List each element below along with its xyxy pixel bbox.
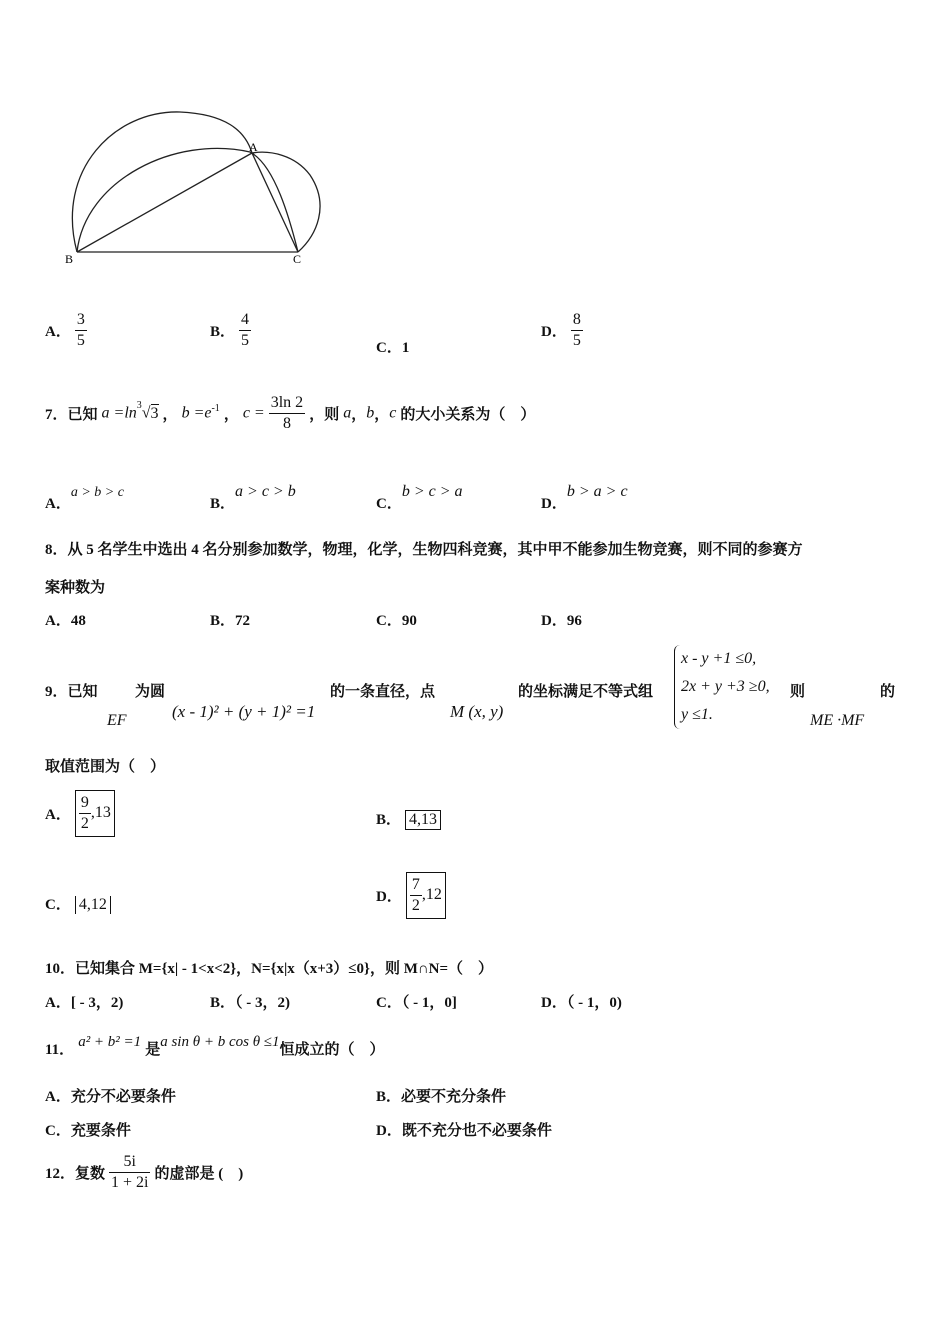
q6-option-c[interactable]: C．1 [376,340,410,356]
q6-d-fraction: $\frac{8}{5}$ [572,311,581,349]
q8-option-a[interactable]: A．48 [45,613,86,629]
label-c: C [293,252,302,266]
q6-b-label: B． [210,324,236,340]
q7-option-a[interactable]: A．a > b > c [45,485,124,512]
line-ab [77,153,252,252]
small-arc-ac [252,152,320,252]
q9-option-a[interactable]: A． $\frac{9}{2}$ ,13 [45,790,115,837]
q6-d-label: D． [541,324,567,340]
q11-stem: 11． a² + b² =1 是a sin θ + b cos θ ≤1恒成立的（ ） [45,1034,385,1058]
q6-a-label: A． [45,324,71,340]
q6-option-b[interactable] [210,310,251,351]
q7-stem: 7．已知 $a =\ln^3√3$ ， $b =e^{-1}$ ， c = $\frac{3\ln 2}{8}$ ，则 a，b，c 的大小关系为（ ） [45,394,536,432]
q9-t1: 9．已知 [45,684,98,700]
q9-t6: 的 [880,684,896,700]
q7-option-b[interactable]: B．a > c > b [210,483,296,512]
q6-a-fraction: $\frac{3}{5}$ [76,311,85,349]
line-ac [252,153,298,252]
q8-option-c[interactable]: C．90 [376,613,417,629]
q9-ineq-1: x - y +1 ≤0, [681,650,757,667]
q9-dot-product: ME ·MF [810,712,865,729]
q10-option-b[interactable]: B．（ - 3，2) [210,995,290,1011]
q6-b-fraction: $\frac{4}{5}$ [241,311,250,349]
q11-option-c[interactable]: C．充要条件 [45,1123,131,1139]
q10-option-c[interactable]: C．（ - 1，0] [376,995,457,1011]
q9-t3: 的一条直径，点 [330,684,436,700]
q9-circle-eq: (x - 1)² + (y + 1)² =1 [172,702,316,721]
q8-stem-line1: 8．从 5 名学生中选出 4 名分别参加数学，物理，化学，生物四科竞赛，其中甲不能参加生物竞赛，则不同的参赛方 [45,542,803,558]
q9-ineq-3: y ≤1. [681,706,713,723]
q9-point: M (x, y) [450,702,504,721]
label-a: A [249,140,258,154]
q10-option-d[interactable]: D．（ - 1，0) [541,995,622,1011]
q9-t4: 的坐标满足不等式组 [518,684,654,700]
q10-stem: 10．已知集合 M={x| - 1<x<2}，N={x|x（x+3）≤0}，则 M∩N=（ ） [45,961,494,977]
q9-stem-line2: 取值范围为（ ） [45,759,166,775]
q11-option-a[interactable]: A．充分不必要条件 [45,1089,176,1105]
q11-option-d[interactable]: D．既不充分也不必要条件 [376,1123,552,1139]
q10-option-a[interactable]: A．[ - 3，2) [45,995,124,1011]
q9-ef: EF [107,712,127,729]
q8-option-d[interactable]: D．96 [541,613,582,629]
q6-option-d[interactable] [541,310,583,351]
semicircle-bc [77,148,298,252]
q11-option-b[interactable]: B．必要不充分条件 [376,1089,507,1105]
q7-c-fraction: $\frac{3\ln 2}{8}$ [270,394,304,432]
geometry-figure [55,100,340,275]
q7-option-d[interactable]: D．b > a > c [541,483,628,512]
q7-option-c[interactable]: C．b > c > a [376,483,463,512]
q9-option-c[interactable]: C． 4,12 [45,893,111,914]
q12-fraction: $\frac{5i}{1 + 2i}$ [111,1153,149,1191]
q9-ineq-2: 2x + y +3 ≥0, [681,678,770,695]
q9-t2: 为圆 [135,684,166,700]
outer-arc [72,112,252,252]
q8-stem-line2: 案种数为 [45,580,106,596]
q9-t5: 则 [790,684,806,700]
q9-option-b[interactable]: B． 4,13 [376,808,441,830]
label-b: B [65,252,74,266]
q8-option-b[interactable]: B．72 [210,613,251,629]
q9-inequality-system [674,645,770,729]
q12-stem: 12．复数 $\frac{5i}{1 + 2i}$ 的虚部是 ( ) [45,1153,244,1191]
q9-option-d[interactable]: D． $\frac{7}{2}$ ,12 [376,872,446,919]
q6-option-a[interactable] [45,310,87,351]
